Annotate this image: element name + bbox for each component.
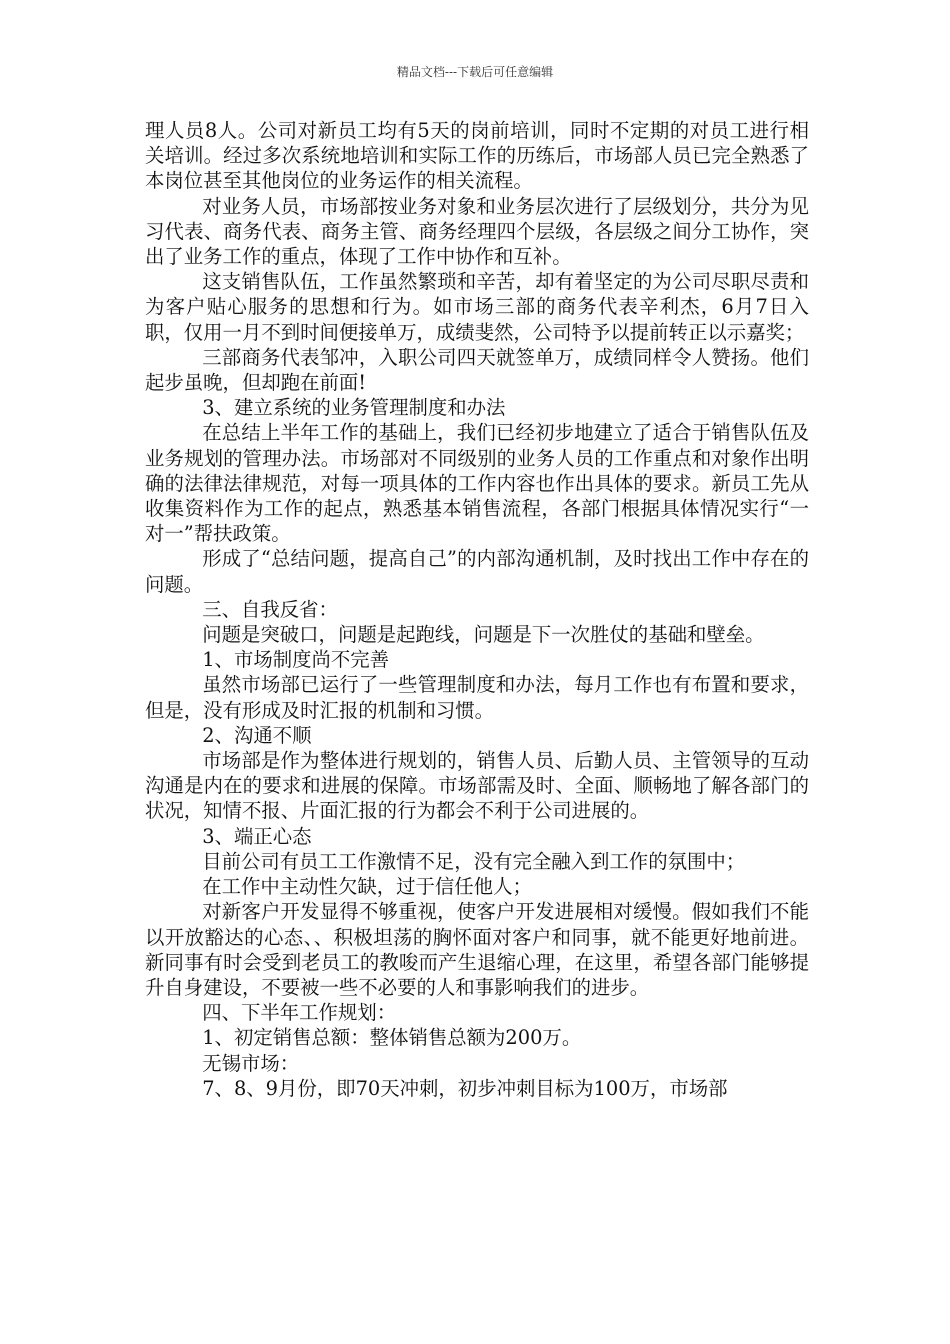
document-body bbox=[145, 118, 809, 1101]
paragraph: 在工作中主动性欠缺，过于信任他人； bbox=[202, 875, 532, 899]
paragraph: 1、初定销售总额：整体销售总额为200万。 bbox=[202, 1026, 582, 1050]
paragraph: 理人员8人。公司对新员工均有5天的岗前培训，同时不定期的对员工进行相关培训。经过多次系统地培训和实际工作的历练后，市场部人员已完全熟悉了本岗位甚至其他岗位的业务运作的相关流程。 bbox=[145, 119, 809, 193]
paragraph: 目前公司有员工工作激情不足，没有完全融入到工作的氛围中； bbox=[202, 849, 746, 873]
section-heading: 3、建立系统的业务管理制度和办法 bbox=[202, 396, 506, 420]
paragraph: 对新客户开发显得不够重视，使客户开发进展相对缓慢。假如我们不能以开放豁达的心态、、积极坦荡的胸怀面对客户和同事，就不能更好地前进。新同事有时会受到老员工的教唆而产生退缩心理，在这里，希望各部门能够提升自身建设，不要被一些不必要的人和事影响我们的进步。 bbox=[145, 900, 809, 999]
paragraph: 7、8、9月份，即70天冲刺，初步冲刺目标为100万，市场部 bbox=[202, 1076, 728, 1100]
section-heading: 四、下半年工作规划： bbox=[202, 1001, 397, 1025]
paragraph: 在总结上半年工作的基础上，我们已经初步地建立了适合于销售队伍及业务规划的管理办法。市场部对不同级别的业务人员的工作重点和对象作出明确的法律法律规范，对每一项具体的工作内容也作出具体的要求。新员工先从收集资料作为工作的起点，熟悉基本销售流程，各部门根据具体情况实行“一对一”帮扶政策。 bbox=[145, 421, 809, 546]
paragraph: 形成了“总结问题，提高自己”的内部沟通机制，及时找出工作中存在的问题。 bbox=[145, 547, 809, 596]
paragraph: 这支销售队伍，工作虽然繁琐和辛苦，却有着坚定的为公司尽职尽责和为客户贴心服务的思想和行为。如市场三部的商务代表辛利杰，6月7日入职，仅用一月不到时间便接单万，成绩斐然，公司特予以提前转正以示嘉奖； bbox=[145, 270, 809, 344]
section-heading: 三、自我反省： bbox=[202, 597, 338, 621]
section-heading: 1、市场制度尚不完善 bbox=[202, 648, 390, 672]
paragraph: 无锡市场： bbox=[202, 1051, 300, 1075]
paragraph: 对业务人员，市场部按业务对象和业务层次进行了层级划分，共分为见习代表、商务代表、商务主管、商务经理四个层级，各层级之间分工协作，突出了业务工作的重点，体现了工作中协作和互补。 bbox=[145, 194, 809, 269]
page-header: 精品文档---下载后可任意编辑 bbox=[396, 65, 554, 79]
section-heading: 3、端正心态 bbox=[202, 824, 312, 848]
paragraph: 市场部是作为整体进行规划的，销售人员、后勤人员、主管领导的互动沟通是内在的要求和进展的保障。市场部需及时、全面、顺畅地了解各部门的状况，知情不报、片面汇报的行为都会不利于公司进展的。 bbox=[145, 749, 809, 823]
section-heading: 2、沟通不顺 bbox=[202, 723, 312, 747]
paragraph: 三部商务代表邹冲，入职公司四天就签单万，成绩同样令人赞扬。他们起步虽晚，但却跑在前面! bbox=[145, 345, 809, 395]
paragraph: 问题是突破口，问题是起跑线，问题是下一次胜仗的基础和壁垒。 bbox=[202, 623, 765, 647]
paragraph: 虽然市场部已运行了一些管理制度和办法，每月工作也有布置和要求，但是，没有形成及时汇报的机制和习惯。 bbox=[145, 673, 809, 722]
